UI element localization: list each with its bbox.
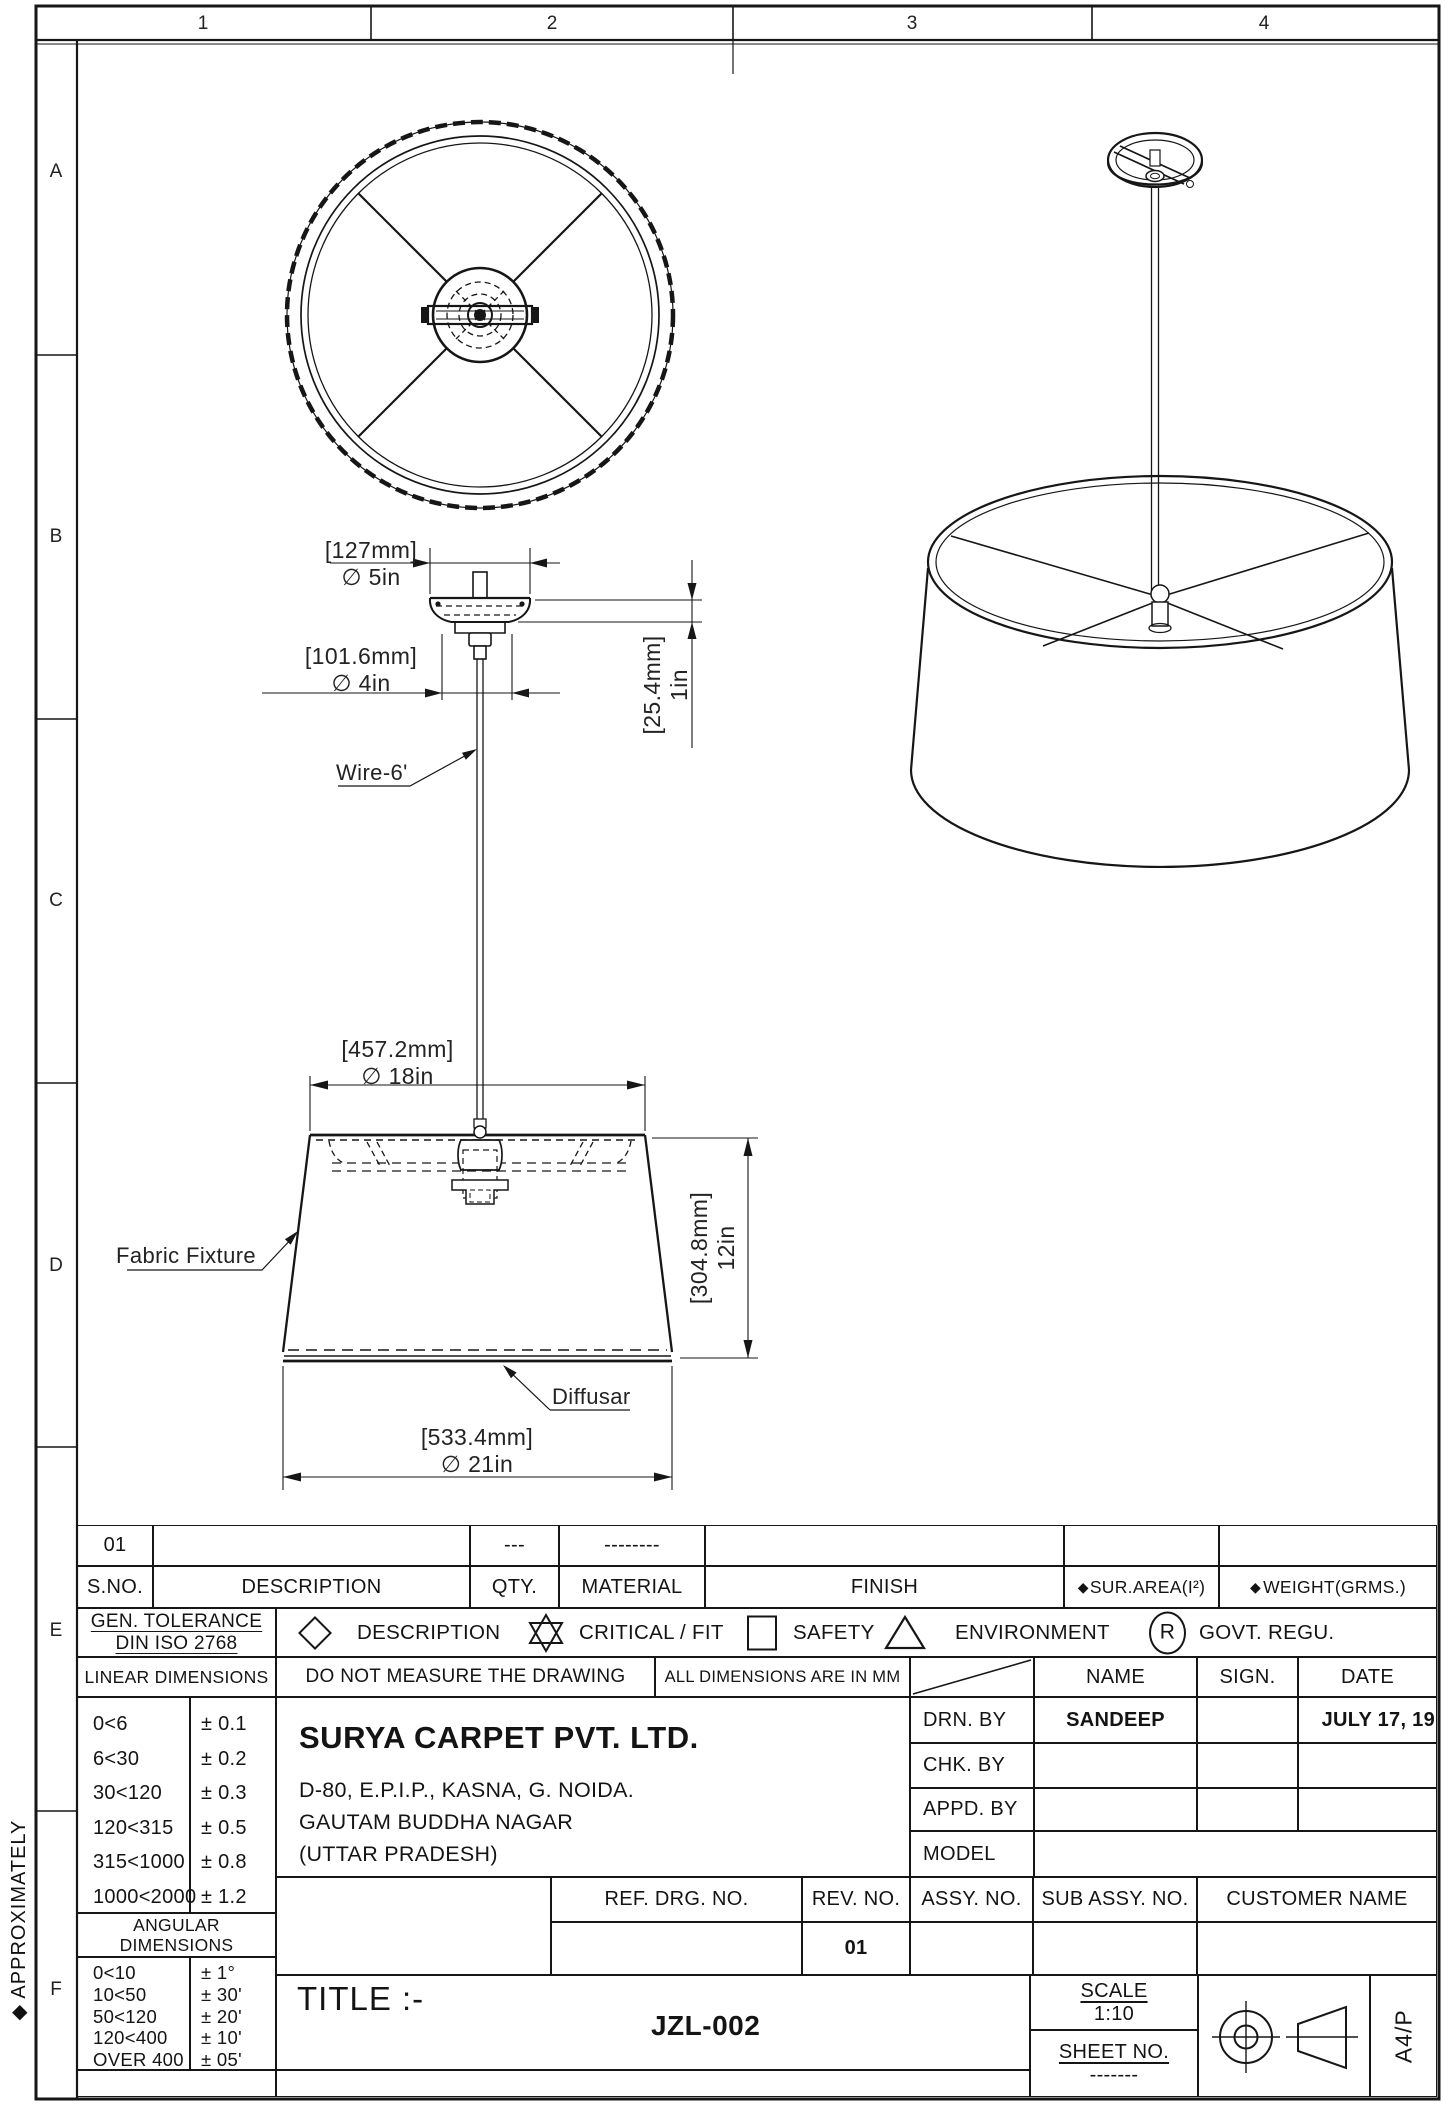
parts-sno-header: S.NO.: [77, 1566, 153, 1608]
tol-range: 315<1000: [93, 1851, 185, 1873]
dim-shade-height: [686, 1173, 738, 1323]
parts-weight-header: [1219, 1566, 1437, 1608]
sub-assy-no-value: [1033, 1922, 1197, 1975]
projection-symbol-cell: [1198, 1975, 1370, 2097]
do-not-measure-note: DO NOT MEASURE THE DRAWING: [276, 1657, 655, 1697]
dim-inch: ∅ 18in: [361, 1063, 434, 1090]
dim-inch: 1in: [666, 669, 693, 701]
gen-tolerance-line2: DIN ISO 2768: [115, 1632, 238, 1654]
tol-value: ± 05': [201, 2049, 242, 2071]
tol-value: ± 10': [201, 2027, 242, 2049]
company-name: SURYA CARPET PVT. LTD.: [299, 1720, 699, 1755]
scale-value: 1:10: [1093, 2002, 1135, 2025]
zone-col-4: 4: [1258, 13, 1270, 34]
parts-weight-label: WEIGHT(GRMS.): [1263, 1576, 1406, 1597]
dim-mm: [101.6mm]: [304, 643, 418, 669]
slash-cell: [910, 1657, 1034, 1697]
tol-value: ± 0.2: [201, 1747, 247, 1770]
legend-critical-label: CRITICAL / FIT: [579, 1620, 724, 1644]
triangle-outline-icon: [883, 1614, 927, 1652]
dim-mm: [457.2mm]: [341, 1036, 454, 1062]
dim-mm: [304.8mm]: [686, 1191, 712, 1305]
front-view-shade: [283, 1119, 672, 1361]
angular-tol-ranges: [77, 1957, 190, 2070]
parts-qty-value: ---: [470, 1525, 559, 1566]
zone-row-a: A: [49, 161, 63, 182]
dim-mm: [127mm]: [324, 537, 418, 563]
zone-row-b: B: [49, 526, 63, 547]
parts-weight-value: [1219, 1525, 1437, 1566]
gen-tolerance: [77, 1608, 276, 1657]
drn-by-label: DRN. BY: [910, 1697, 1034, 1743]
tol-range: 0<10: [93, 1962, 136, 1983]
appd-by-date: [1298, 1788, 1437, 1831]
legend-govt-label: GOVT. REGU.: [1199, 1620, 1335, 1644]
sheet-label: SHEET NO.: [1058, 2040, 1170, 2063]
legend-safety-label: SAFETY: [793, 1620, 875, 1644]
rev-no-header: REV. NO.: [802, 1877, 910, 1922]
gen-tolerance-line1: GEN. TOLERANCE: [90, 1610, 263, 1632]
company-address-1: D-80, E.P.I.P., KASNA, G. NOIDA.: [299, 1777, 635, 1802]
tol-range: 50<120: [93, 2005, 158, 2027]
dim-shade-top-diameter: [330, 1036, 465, 1090]
drn-by-date: JULY 17, 19: [1298, 1697, 1437, 1743]
square-outline-icon: [747, 1615, 777, 1650]
empty-strip-left: [77, 2070, 276, 2097]
scale-cell: [1030, 1975, 1198, 2030]
zone-col-2: 2: [546, 13, 558, 34]
model-value: [1034, 1831, 1437, 1877]
company-address-2: GAUTAM BUDDHA NAGAR: [299, 1809, 574, 1834]
symbol-legend: [276, 1608, 1437, 1657]
parts-qty-header: QTY.: [470, 1566, 559, 1608]
parts-material-value: --------: [559, 1525, 705, 1566]
tol-range: 10<50: [93, 1983, 147, 2005]
drawing-number: JZL-002: [650, 2010, 761, 2041]
company-empty-cell: [276, 1877, 551, 1975]
tol-value: ± 0.1: [201, 1713, 247, 1735]
sub-assy-no-header: SUB ASSY. NO.: [1033, 1877, 1197, 1922]
sign-column-header: SIGN.: [1197, 1657, 1298, 1697]
zone-row-f: F: [50, 1979, 62, 2000]
diamond-marker-icon: ◆: [1250, 1578, 1262, 1595]
company-address-3: (UTTAR PRADESH): [299, 1842, 498, 1867]
diamond-marker-icon: ◆: [1077, 1578, 1089, 1595]
parts-finish-value: [705, 1525, 1064, 1566]
customer-name-header: CUSTOMER NAME: [1197, 1877, 1437, 1922]
legend-description-label: DESCRIPTION: [357, 1620, 501, 1644]
parts-description-value: [153, 1525, 470, 1566]
perspective-view: [911, 133, 1409, 867]
circle-r-icon: R: [1149, 1611, 1186, 1654]
diffuser-label: Diffusar: [552, 1384, 631, 1409]
scale-label: SCALE: [1080, 1979, 1148, 2002]
tol-value: ± 0.8: [201, 1851, 247, 1873]
appd-by-label: APPD. BY: [910, 1788, 1034, 1831]
tol-range: 6<30: [93, 1747, 140, 1770]
zone-row-d: D: [49, 1255, 63, 1276]
dim-shade-bottom-diameter: [413, 1424, 541, 1478]
parts-surarea-value: [1064, 1525, 1219, 1566]
company-block: [276, 1697, 910, 1877]
parts-surarea-header: [1064, 1566, 1219, 1608]
title-cell: [276, 1975, 1030, 2070]
dim-inch: 12in: [713, 1225, 740, 1271]
sheet-value: -------: [1089, 2063, 1139, 2086]
linear-tol-ranges: [77, 1697, 197, 1913]
zone-row-e: E: [49, 1620, 63, 1641]
tol-value: ± 1.2: [201, 1885, 247, 1908]
chk-by-sign: [1197, 1743, 1298, 1788]
sheet-cell: [1030, 2030, 1198, 2097]
dim-canopy-diameter: [312, 537, 430, 591]
date-column-header: DATE: [1298, 1657, 1437, 1697]
angular-tol-values: [190, 1957, 276, 2070]
ref-drg-value: [551, 1922, 802, 1975]
dim-mm: [25.4mm]: [639, 635, 665, 735]
ref-drg-header: REF. DRG. NO.: [551, 1877, 802, 1922]
chk-by-name: [1034, 1743, 1197, 1788]
dim-neck-diameter: [298, 643, 424, 697]
third-angle-projection-icon: [1200, 1977, 1368, 2095]
dim-inch: ∅ 21in: [440, 1451, 514, 1478]
drn-by-sign: [1197, 1697, 1298, 1743]
drn-by-name: SANDEEP: [1034, 1697, 1197, 1743]
legend-environment-label: ENVIRONMENT: [955, 1620, 1110, 1644]
linear-tol-values: [190, 1697, 276, 1913]
title-label: TITLE :-: [297, 1980, 425, 2017]
tol-range: 0<6: [93, 1713, 128, 1735]
paper-size-cell: [1370, 1975, 1437, 2097]
parts-sno-value: 01: [77, 1525, 153, 1566]
linear-dimensions-header: LINEAR DIMENSIONS: [77, 1657, 276, 1697]
tol-value: ± 0.5: [201, 1816, 247, 1839]
dim-canopy-height: [639, 625, 693, 745]
zone-row-c: C: [49, 890, 63, 911]
diamond-outline-icon: [298, 1616, 332, 1650]
chk-by-date: [1298, 1743, 1437, 1788]
top-view: [287, 122, 673, 508]
side-note-approximately: ◆ APPROXIMATELY: [8, 1819, 30, 2021]
chk-by-label: CHK. BY: [910, 1743, 1034, 1788]
assy-no-value: [910, 1922, 1033, 1975]
dim-inch: ∅ 5in: [341, 564, 401, 591]
customer-name-value: [1197, 1922, 1437, 1975]
parts-material-header: MATERIAL: [559, 1566, 705, 1608]
dim-mm: [533.4mm]: [420, 1424, 534, 1450]
tol-value: ± 20': [201, 2005, 242, 2027]
tol-value: ± 30': [201, 1983, 242, 2005]
tol-range: 120<400: [93, 2027, 168, 2049]
angular-dimensions-header: ANGULAR DIMENSIONS: [77, 1913, 276, 1957]
model-label: MODEL: [910, 1831, 1034, 1877]
parts-surarea-label: SUR.AREA(I²): [1089, 1576, 1206, 1597]
parts-description-header: DESCRIPTION: [153, 1566, 470, 1608]
paper-size: A4/P: [1390, 2009, 1417, 2063]
tol-range: OVER 400: [93, 2049, 184, 2071]
parts-finish-header: FINISH: [705, 1566, 1064, 1608]
zone-col-3: 3: [906, 13, 918, 34]
appd-by-sign: [1197, 1788, 1298, 1831]
assy-no-header: ASSY. NO.: [910, 1877, 1033, 1922]
star-outline-icon: [525, 1611, 567, 1655]
fabric-fixture-label: Fabric Fixture: [116, 1243, 257, 1268]
tol-range: 30<120: [93, 1782, 163, 1804]
empty-strip-center: [276, 2070, 1030, 2097]
appd-by-name: [1034, 1788, 1197, 1831]
wire-label: Wire-6': [336, 760, 408, 785]
all-dimensions-note: ALL DIMENSIONS ARE IN MM: [655, 1657, 910, 1697]
tol-value: ± 1°: [201, 1962, 236, 1983]
tol-range: 1000<2000: [93, 1885, 197, 1908]
rev-no-value: 01: [802, 1922, 910, 1975]
zone-col-1: 1: [197, 13, 209, 34]
tol-range: 120<315: [93, 1816, 174, 1839]
tol-value: ± 0.3: [201, 1782, 247, 1804]
name-column-header: NAME: [1034, 1657, 1197, 1697]
dim-inch: ∅ 4in: [331, 670, 391, 697]
